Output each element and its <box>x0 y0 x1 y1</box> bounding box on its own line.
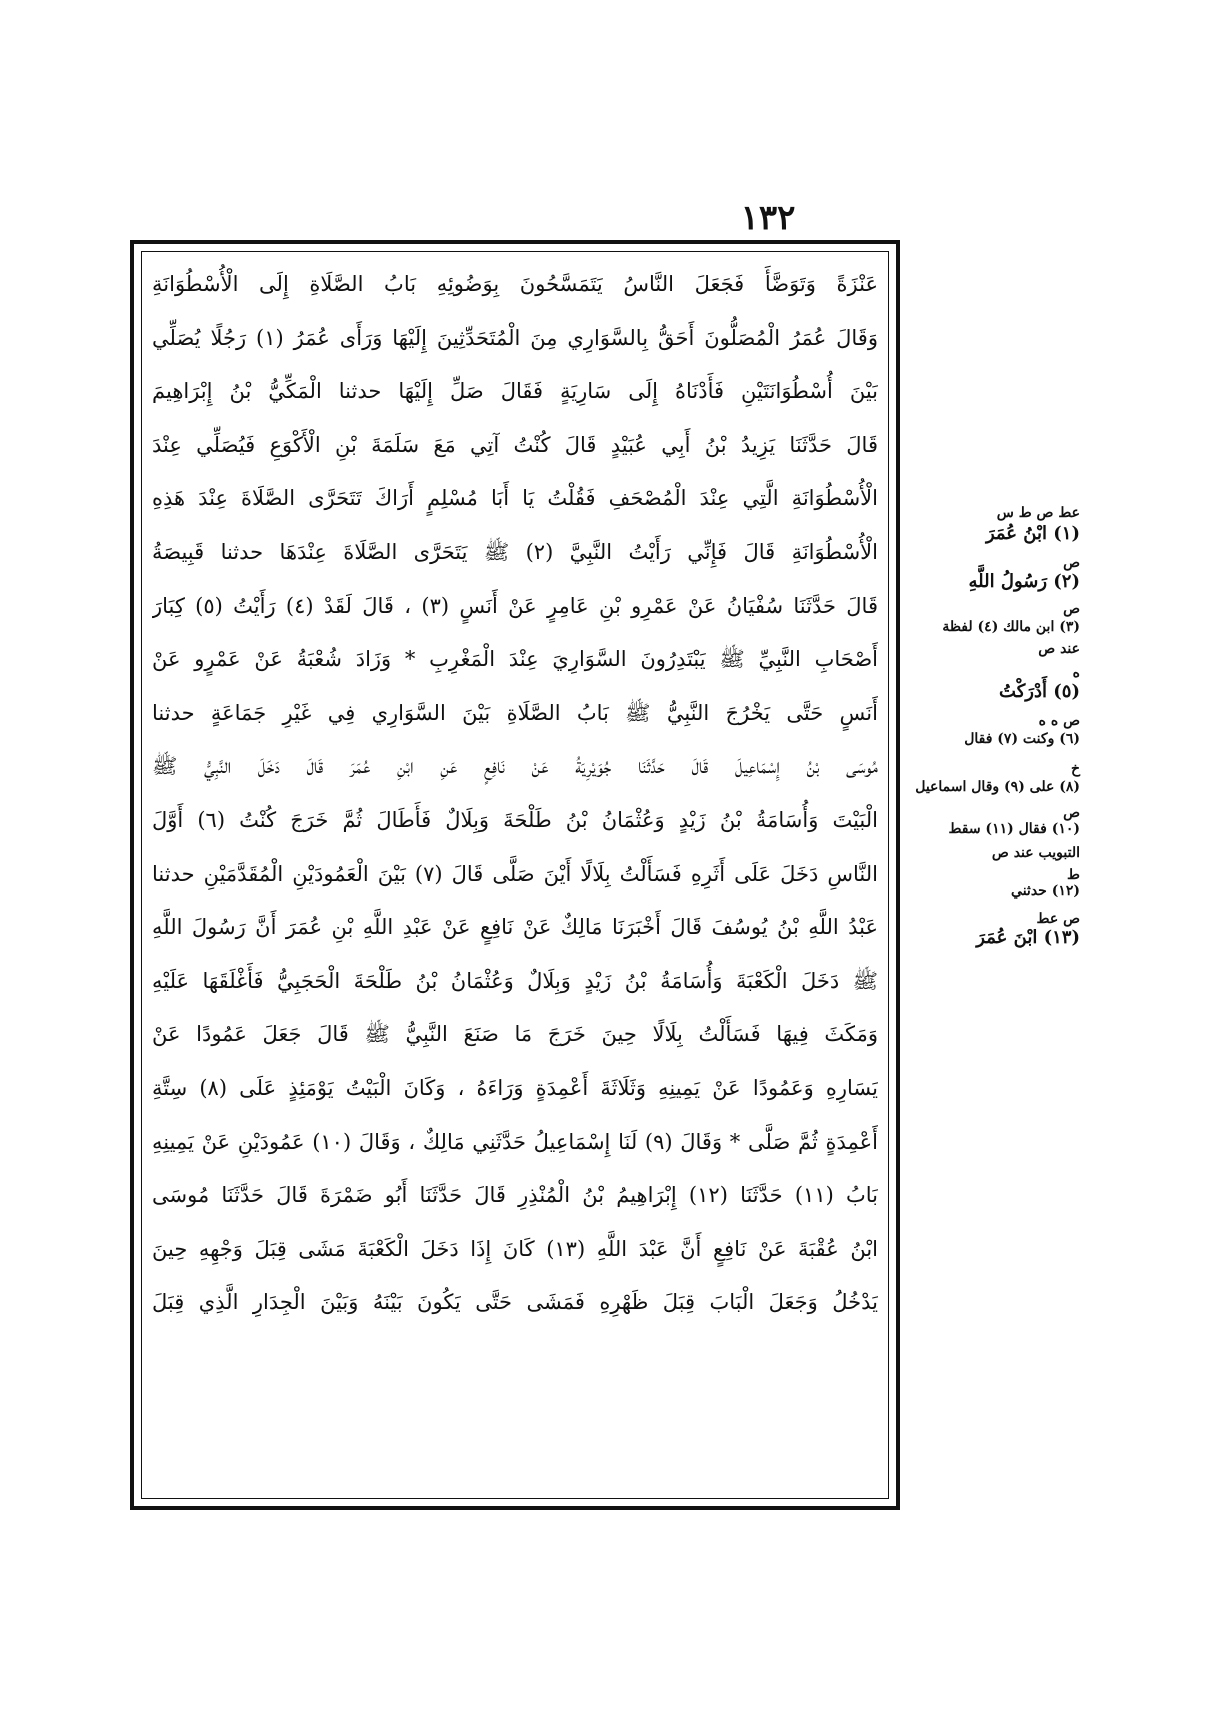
margin-note: (٢) رَسُولُ اللَّهِ <box>968 571 1080 592</box>
margin-note: (١) ابْنُ عُمَرَ <box>985 523 1080 544</box>
text-line: عَنْزَةً وَتَوَضَّأَ فَجَعَلَ النَّاسُ يَتَمَسَّحُونَ بِوَضُوئِهِ بَابُ الصَّلَاةِ إِلَى الْأُسْطُوَانَةِ <box>152 272 878 296</box>
margin-sigla: ه <box>1072 665 1080 681</box>
text-line: الْبَيْتَ وَأُسَامَةُ بْنُ زَيْدٍ وَعُثْمَانُ بْنُ طَلْحَةَ وَبِلَالٌ فَأَطَالَ ثُمَّ خَرَجَ كُنْتُ (٦) أَوَّلَ <box>152 807 878 832</box>
margin-note: (١٢) حدثني <box>1011 883 1080 899</box>
text-line: وَقَالَ عُمَرُ الْمُصَلُّونَ أَحَقُّ بِالسَّوَارِي مِنَ الْمُتَحَدِّثِينَ إِلَيْهَا وَرَأَى عُمَرُ (١) رَجُلًا يُصَلِّي <box>152 325 878 350</box>
margin-note: عند ص <box>1038 641 1080 657</box>
text-line: عَبْدُ اللَّهِ بْنُ يُوسُفَ قَالَ أَخْبَرَنَا مَالِكٌ عَنْ نَافِعٍ عَنْ عَبْدِ اللَّهِ بْنِ عُمَرَ أَنَّ رَسُولَ اللَّهِ <box>152 915 878 940</box>
text-line: الْأُسْطُوَانَةِ قَالَ فَإِنِّي رَأَيْتُ النَّبِيَّ (٢) ﷺ يَتَحَرَّى الصَّلَاةَ عِنْدَهَا حدثنا قَبِيصَةُ <box>152 539 878 564</box>
margin-sigla: عط ص ط س <box>996 505 1080 521</box>
text-line: أَصْحَابِ النَّبِيِّ ﷺ يَبْتَدِرُونَ السَّوَارِيَ عِنْدَ الْمَغْرِبِ * وَزَادَ شُعْبَةُ عَنْ عَمْرٍو عَنْ <box>152 647 878 672</box>
margin-sigla: ص ه ه <box>1038 713 1080 729</box>
text-line: يَدْخُلُ وَجَعَلَ الْبَابَ قِبَلَ ظَهْرِهِ فَمَشَى حَتَّى يَكُونَ بَيْنَهُ وَبَيْنَ الْجِدَارِ الَّذِي قِبَلَ <box>152 1290 878 1315</box>
text-line: النَّاسِ دَخَلَ عَلَى أَثَرِهِ فَسَأَلْتُ بِلَالًا أَيْنَ صَلَّى قَالَ (٧) بَيْنَ الْعَمُودَيْنِ الْمُقَدَّمَيْنِ حدثنا <box>152 861 878 886</box>
margin-note: (٥) أَدْرَكْتُ <box>999 681 1080 702</box>
main-text-block <box>152 258 878 1494</box>
margin-note: (١٠) فقال (١١) سقط <box>948 821 1080 837</box>
margin-note: (٨) على (٩) وقال اسماعيل <box>915 779 1080 795</box>
text-line: بَيْنَ أُسْطُوَانَتَيْنِ فَأَدْنَاهُ إِلَى سَارِيَةٍ فَقَالَ صَلِّ إِلَيْهَا حدثنا الْمَكِّيُّ بْنُ إِبْرَاهِيمَ <box>152 379 878 404</box>
text-line: قَالَ حَدَّثَنَا سُفْيَانُ عَنْ عَمْرِو بْنِ عَامِرٍ عَنْ أَنَسٍ (٣) ، قَالَ لَقَدْ (٤) رَأَيْتُ (٥) كِبَارَ <box>152 593 878 618</box>
margin-note: التبويب عند ص <box>991 845 1080 861</box>
margin-note: (٦) وكنت (٧) فقال <box>964 731 1080 747</box>
text-line: أَعْمِدَةٍ ثُمَّ صَلَّى * وَقَالَ (٩) لَنَا إِسْمَاعِيلُ حَدَّثَنِي مَالِكٌ ، وَقَالَ (١٠) عَمُودَيْنِ عَنْ يَمِينِهِ <box>152 1129 878 1154</box>
margin-sigla: خ <box>1070 761 1080 777</box>
margin-note: (١٣) ابْنَ عُمَرَ <box>976 927 1080 948</box>
page-number: ١٣٢ <box>740 198 796 238</box>
margin-note: (٣) ابن مالك (٤) لفظة <box>942 619 1080 635</box>
text-line: يَسَارِهِ وَعَمُودًا عَنْ يَمِينِهِ وَثَلَاثَةَ أَعْمِدَةٍ وَرَاءَهُ ، وَكَانَ الْبَيْتُ يَوْمَئِذٍ عَلَى (٨) سِتَّةِ <box>152 1075 878 1100</box>
text-line: قَالَ حَدَّثَنَا يَزِيدُ بْنُ أَبِي عُبَيْدٍ قَالَ كُنْتُ آتِي مَعَ سَلَمَةَ بْنِ الْأَكْوَعِ فَيُصَلِّي عِنْدَ <box>152 432 878 457</box>
text-line: بَابُ (١١) حَدَّثَنَا (١٢) إِبْرَاهِيمُ بْنُ الْمُنْذِرِ قَالَ حَدَّثَنَا أَبُو ضَمْرَةَ قَالَ حَدَّثَنَا مُوسَى <box>152 1183 878 1208</box>
text-line: ابْنُ عُقْبَةَ عَنْ نَافِعٍ أَنَّ عَبْدَ اللَّهِ (١٣) كَانَ إِذَا دَخَلَ الْكَعْبَةَ مَشَى قِبَلَ وَجْهِهِ حِينَ <box>152 1236 878 1261</box>
text-line: ﷺ دَخَلَ الْكَعْبَةَ وَأُسَامَةُ بْنُ زَيْدٍ وَبِلَالٌ وَعُثْمَانُ بْنُ طَلْحَةَ الْحَجَبِيُّ فَأَغْلَقَهَا عَلَيْهِ <box>152 968 878 993</box>
margin-sigla: ص عط <box>1036 911 1080 927</box>
text-line: مُوسَى بْنُ إِسْمَاعِيلَ قَالَ حَدَّثَنَا جُوَيْرِيَةُ عَنْ نَافِعٍ عَنِ ابْنِ عُمَرَ قَالَ دَخَلَ النَّبِيُّ ﷺ <box>152 754 878 779</box>
margin-sigla: ط <box>1067 867 1080 883</box>
text-line: الْأُسْطُوَانَةِ الَّتِي عِنْدَ الْمُصْحَفِ فَقُلْتُ يَا أَبَا مُسْلِمٍ أَرَاكَ تَتَحَرَّى الصَّلَاةَ عِنْدَ هَذِهِ <box>152 486 878 511</box>
text-line: وَمَكَثَ فِيهَا فَسَأَلْتُ بِلَالًا حِينَ خَرَجَ مَا صَنَعَ النَّبِيُّ ﷺ قَالَ جَعَلَ عَمُودًا عَنْ <box>152 1022 878 1047</box>
margin-sigla: ص <box>1063 805 1080 821</box>
margin-sigla: ص <box>1063 601 1080 617</box>
text-line: أَنَسٍ حَتَّى يَخْرُجَ النَّبِيُّ ﷺ بَابُ الصَّلَاةِ بَيْنَ السَّوَارِي فِي غَيْرِ جَمَاعَةٍ حدثنا <box>152 700 878 725</box>
margin-sigla: ص <box>1063 555 1080 571</box>
